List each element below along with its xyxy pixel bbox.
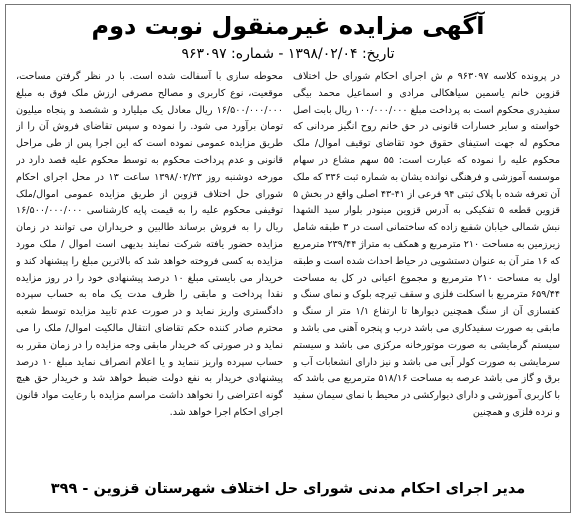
- body-column-right: [293, 69, 560, 473]
- notice-body: [16, 69, 560, 473]
- notice-date-number: تاریخ: ۱۳۹۸/۰۲/۰۴ - شماره: ۹۶۳۰۹۷: [181, 46, 395, 62]
- notice-frame: [5, 4, 571, 513]
- body-column-left: [16, 69, 283, 473]
- body-paragraph-right: در پرونده کلاسه ۹۶۳۰۹۷ م ش اجرای احکام شورای حل اختلاف قزوین خانم یاسمین سیاهکالی مرادی و اسماعیل محمد بیگی سفیدری محکوم است به پرداخت مبلغ ۱۰۰/۰۰۰/۰۰۰ ریال بابت اصل خواسته و سایر خسارات قانونی در حق خانم روح انگیز مردانی که محکوم له جهت استیفای حقوق خود تقاضای توقیف اموال/ ملک محکوم علیه را نموده که عبارت است: ۵۵ سهم مشاع در سهام موسسه آموزشی و فرهنگی نوانده یشان به شماره ثبت ۳۳۶ که ملک آن تعرفه شده با پلاک ثبتی ۹۴ فرعی از ۴۱-۴۳ اصلی واقع در بخش ۵ قزوین قطعه ۵ تفکیکی به آدرس قزوین مینودر بلوار سید الشهدا نبش شمالی خیابان شفیع زاده که ساختمانی است در ۳ طبقه شامل زیرزمین به مساحت ۲۱۰ مترمربع و همکف به متراژ ۲۳۹/۴۴ مترمربع که ۱۶ متر آن به عنوان دستشویی در حیاط احداث شده است و طبقه اول به مساحت ۲۱۰ مترمربع و مجموع اعیانی در کل به مساحت ۶۵۹/۴۴ مترمربع با اسکلت فلزی و سقف تیرچه بلوک و نمای سنگ و کفسازی آن از سنگ همچنین دیوارها تا ارتفاع ۱/۱ متر از سنگ و مابقی به صورت سفیدکاری می باشد درب و پنجره آهنی می باشد و سیستم گرمایشی به صورت موتورخانه مرکزی می باشد و سیستم سرمایشی به صورت کولر آبی می باشد و نیز دارای انشعابات آب و برق و گاز می باشد عرصه به مساحت ۵۱۸/۱۶ مترمربع می باشد که با کاربری آموزشی و دارای دیوارکشی در محیط با نمای سیمان سفید و نرده فلزی و همچنین: [293, 71, 560, 418]
- notice-title: آگهی مزایده غیرمنقول نوبت دوم: [91, 12, 485, 40]
- body-paragraph-left: محوطه سازی با آسفالت شده است. با در نظر گرفتن مساحت، موقعیت، نوع کاربری و مصالح مصرفی ارزش ملک فوق به مبلغ ۱۶/۵۰۰/۰۰۰/۰۰۰ ریال معادل یک میلیارد و ششصد و پنجاه میلیون تومان برآورد می شود. را نموده و سپس تقاضای فروش آن را از طریق مزایده عمومی نموده است که این اجرا پس از طی مراحل قانونی و عدم پرداخت محکوم به توسط محکوم علیه قصد دارد در مورخه دوشنبه روز ۱۳۹۸/۰۲/۲۳ ساعت ۱۳ در محل اجرای احکام شورای حل اختلاف قزوین از طریق مزایده عمومی اموال/ملک توقیفی محکوم علیه را به قیمت پایه کارشناسی ۱۶/۵۰۰/۰۰۰/۰۰۰ ریال را به فروش برساند طالبین و خریداران می توانند در زمان مزایده حضور یافته شرکت نمایند بدیهی است اموال / ملک مورد مزایده به کسی فروخته خواهد شد که بالاترین مبلغ را پیشنهاد کند و خریدار می بایستی مبلغ ۱۰ درصد پیشنهادی خود را در روز مزایده نقدا پرداخت و مابقی را ظرف مدت یک ماه به حساب سپرده دادگستری واریز نماید و در صورت عدم تایید مزایده توسط شعبه محترم صادر کننده حکم تقاضای انتقال مالکیت اموال/ ملک را می نماید و در صورتی که خریدار مابقی وجه مزایده را در زمان مقرر به حساب سپرده واریز ننماید و یا اعلام انصراف نماید مبلغ ۱۰ درصد پیشنهادی خریدار به نفع دولت ضبط خواهد شد و خریدار حق هیچ گونه اعتراضی را نخواهد داشت مراسم مزایده با رعایت مواد قانون اجرای احکام اجرا خواهد شد.: [16, 71, 283, 418]
- notice-signature: مدیر اجرای احکام مدنی شورای حل اختلاف شهرستان قزوین - ۳۹۹: [50, 481, 526, 497]
